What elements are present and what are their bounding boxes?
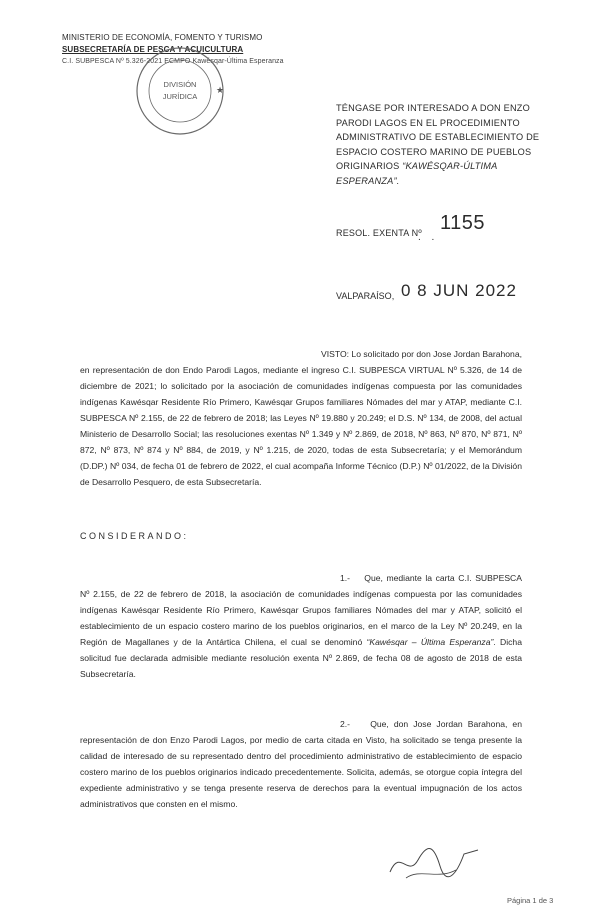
svg-text:JURÍDICA: JURÍDICA [162, 92, 198, 101]
svg-text:DIVISIÓN: DIVISIÓN [163, 80, 197, 89]
page-number: Página 1 de 3 [507, 896, 554, 905]
handwritten-signature [386, 838, 482, 886]
paragraph-text-end: . Dicha solicitud fue declarada admisible mediante resolución exenta Nº 2.869, de fecha 08 de agosto de 2018 de esta Subsecretaría. [80, 637, 522, 679]
resolution-dots: . . [418, 232, 439, 243]
ministry-name: MINISTERIO DE ECONOMÍA, FOMENTO Y TURISMO [62, 33, 263, 42]
subsecretaria-name: SUBSECRETARÍA DE PESCA Y ACUICULTURA [62, 45, 244, 54]
division-juridica-stamp [134, 45, 226, 137]
paragraph-number: 2.- [340, 719, 351, 729]
paragraph-number: 1.- [340, 573, 351, 583]
paragraph-text: Que, mediante la carta C.I. SUBPESCA Nº 2.155, de 22 de febrero de 2018, la asociación de comunidades indígenas compuesta por las comunidades indígenas Kawésqar Residente Río Primero, Kawésqar Grupos familiares Nómades del mar y ATAP, solicitó el establecimiento de un espacio costero marino de los pueblos originarios, en el marco de la Ley Nº 20.249, en la Región de Magallanes y de la Antártica Chilena, el cual se denominó [80, 573, 522, 647]
paragraph-italic: “Kawésqar – Última Esperanza” [366, 637, 494, 647]
visto-first-line: VISTO: Lo solicitado por don Jose Jordan Barahona, [321, 349, 522, 359]
subject-text: TÉNGASE POR INTERESADO A DON ENZO PARODI LAGOS EN EL PROCEDIMIENTO ADMINISTRATIVO DE ESTABLECIMIENTO DE ESPACIO COSTERO MARINO DE PUEBLOS ORIGINARIOS [336, 103, 540, 172]
resolution-subject [336, 101, 546, 189]
considerando-paragraph-1 [80, 570, 522, 682]
considerando-heading: CONSIDERANDO: [80, 531, 189, 541]
considerando-paragraph-2 [80, 716, 522, 812]
resolution-number: 1155 [440, 212, 486, 234]
resolution-label: RESOL. EXENTA Nº [336, 228, 422, 238]
subject-italic: “KAWÉSQAR-ÚLTIMA ESPERANZA”. [336, 161, 498, 186]
reference-line: C.I. SUBPESCA Nº 5.326-2021 ECMPO Kawésqar-Última Esperanza [62, 58, 284, 65]
svg-text:★: ★ [216, 85, 225, 95]
paragraph-text: Que, don Jose Jordan Barahona, en representación de don Enzo Parodi Lagos, por medio de carta citada en Visto, ha solicitado se tenga presente la calidad de interesado de su representado dentro del procedimiento administrativo de establecimiento de espacio costero marino de los pueblos originarios indicado precedentemente. Solicita, además, se otorgue copia íntegra del expediente administrativo y se tenga presente reserva de derechos para la eventual impugnación de los actos administrativos que consten en el mismo. [80, 719, 522, 809]
date-stamp: 0 8 JUN 2022 [401, 281, 517, 300]
city: VALPARAÍSO, [336, 291, 395, 301]
visto-section [80, 346, 522, 490]
visto-text: en representación de don Endo Parodi Lagos, mediante el ingreso C.I. SUBPESCA VIRTUAL Nº 5.326, de 14 de diciembre de 2021; lo solicitado por la asociación de comunidades indígenas compuesta por las comunidades indígenas Kawésqar Residente Río Primero, Kawésqar Grupos familiares Nómades del mar y ATAP, mediante C.I. SUBPESCA Nº 2.155, de 22 de febrero de 2018; las Leyes Nº 19.880 y 20.249; el D.S. Nº 134, de 2008, del actual Ministerio de Desarrollo Social; las resoluciones exentas Nº 1.349 y Nº 2.869, de 2018, Nº 863, Nº 870, Nº 871, Nº 872, Nº 873, Nº 874 y Nº 884, de 2019, y Nº 1.215, de 2020, todas de esta Subsecretaría; y el Memorándum (D.DP.) Nº 034, de fecha 01 de febrero de 2022, el cual acompaña Informe Técnico (D.P.) Nº 01/2022, de la División de Desarrollo Pesquero, de esta Subsecretaría. [80, 365, 522, 487]
